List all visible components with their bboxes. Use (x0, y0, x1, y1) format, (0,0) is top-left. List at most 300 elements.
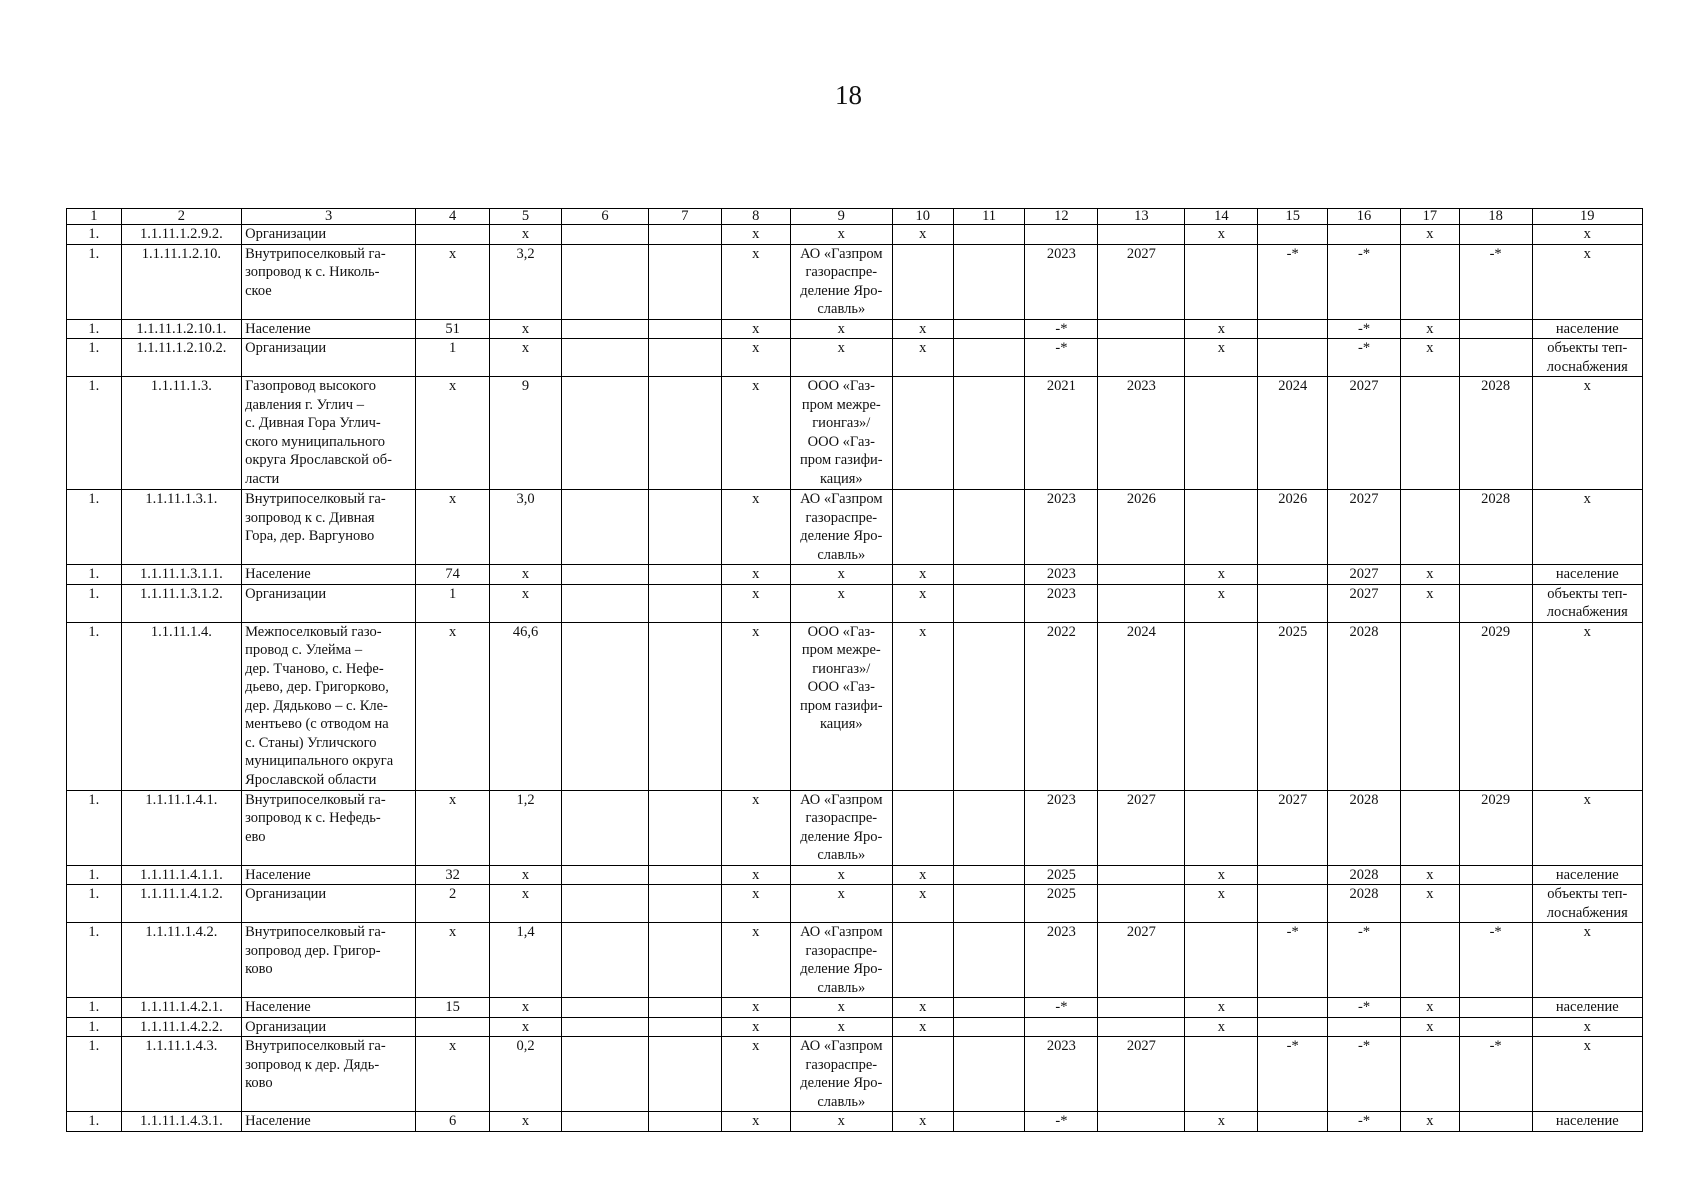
table-cell (1258, 584, 1328, 622)
table-cell: 2025 (1025, 865, 1098, 885)
table-cell (648, 319, 721, 339)
header-cell: 18 (1459, 209, 1532, 225)
table-cell (648, 790, 721, 865)
table-cell: 2023 (1025, 1037, 1098, 1112)
table-cell (1328, 1017, 1401, 1037)
table-cell: х (790, 998, 892, 1018)
table-cell (1258, 998, 1328, 1018)
table-row (67, 885, 1643, 923)
table-row (67, 377, 1643, 490)
table-cell: х (892, 1017, 953, 1037)
table-cell: х (790, 565, 892, 585)
table-cell: х (892, 225, 953, 245)
table-cell: х (490, 584, 562, 622)
table-cell (561, 225, 648, 245)
table-cell: х (721, 1017, 790, 1037)
table-cell (953, 1017, 1025, 1037)
table-cell: Внутрипоселковый га- зопровод к дер. Дядь- ково (242, 1037, 416, 1112)
table-cell (1098, 865, 1185, 885)
table-cell (1098, 565, 1185, 585)
table-cell (892, 1037, 953, 1112)
table-cell: -* (1328, 923, 1401, 998)
table-cell: х (1532, 622, 1642, 790)
table-cell: 1. (67, 1017, 122, 1037)
header-cell: 14 (1185, 209, 1258, 225)
table-cell (1185, 244, 1258, 319)
table-row (67, 1017, 1643, 1037)
table-cell: 2028 (1459, 377, 1532, 490)
table-cell (561, 998, 648, 1018)
table-cell (648, 584, 721, 622)
table-cell (648, 998, 721, 1018)
table-cell (561, 1112, 648, 1132)
table-cell: 32 (416, 865, 490, 885)
table-cell: х (416, 244, 490, 319)
table-row (67, 790, 1643, 865)
table-cell: х (1185, 584, 1258, 622)
table-cell (416, 1017, 490, 1037)
table-row (67, 1112, 1643, 1132)
table-cell: 3,0 (490, 490, 562, 565)
table-row (67, 622, 1643, 790)
header-cell: 13 (1098, 209, 1185, 225)
table-cell: 1. (67, 377, 122, 490)
table-cell (1185, 490, 1258, 565)
table-cell (561, 565, 648, 585)
table-cell: х (1532, 923, 1642, 998)
table-cell (953, 885, 1025, 923)
table-cell: 1.1.11.1.3.1. (121, 490, 241, 565)
table-cell: Внутрипоселковый га- зопровод к с. Николь- ское (242, 244, 416, 319)
table-cell: х (721, 790, 790, 865)
table-cell (953, 339, 1025, 377)
table-cell: объекты теп- лоснабжения (1532, 885, 1642, 923)
table-row (67, 244, 1643, 319)
table-row (67, 998, 1643, 1018)
table-cell (1258, 339, 1328, 377)
table-cell: х (892, 622, 953, 790)
table-cell: х (416, 790, 490, 865)
table-cell (1459, 998, 1532, 1018)
table-cell (1098, 1112, 1185, 1132)
table-cell (561, 319, 648, 339)
table-cell: х (490, 225, 562, 245)
table-cell: 2028 (1328, 622, 1401, 790)
table-cell: Население (242, 1112, 416, 1132)
table-cell (953, 1112, 1025, 1132)
table-cell (561, 622, 648, 790)
table-cell (648, 1017, 721, 1037)
table-cell (892, 490, 953, 565)
table-cell: 74 (416, 565, 490, 585)
table-cell (561, 1037, 648, 1112)
table-cell (953, 584, 1025, 622)
table-cell: 2022 (1025, 622, 1098, 790)
table-cell: население (1532, 865, 1642, 885)
table-cell: 2024 (1098, 622, 1185, 790)
table-cell: 2027 (1258, 790, 1328, 865)
table-cell (416, 225, 490, 245)
table-cell (1258, 1017, 1328, 1037)
table-cell: х (721, 1112, 790, 1132)
table-cell: объекты теп- лоснабжения (1532, 339, 1642, 377)
table-cell: х (790, 584, 892, 622)
table-cell: х (790, 1112, 892, 1132)
table-cell: 15 (416, 998, 490, 1018)
table-cell (1459, 1112, 1532, 1132)
table-cell: х (1400, 998, 1459, 1018)
table-cell: 2025 (1258, 622, 1328, 790)
table-cell: х (416, 377, 490, 490)
table-cell: 2027 (1328, 584, 1401, 622)
table-cell: -* (1328, 339, 1401, 377)
table-cell: х (1400, 339, 1459, 377)
table-cell: Организации (242, 339, 416, 377)
table-cell (1459, 225, 1532, 245)
table-cell: 2028 (1459, 490, 1532, 565)
table-cell: население (1532, 319, 1642, 339)
table-cell: -* (1025, 319, 1098, 339)
table-cell (1459, 1017, 1532, 1037)
table-cell (1025, 225, 1098, 245)
table-cell: 2023 (1025, 565, 1098, 585)
table-cell: -* (1258, 1037, 1328, 1112)
header-cell: 17 (1400, 209, 1459, 225)
table-cell: х (416, 622, 490, 790)
table-cell: 1.1.11.1.4.3. (121, 1037, 241, 1112)
table-cell (648, 244, 721, 319)
table-cell (648, 225, 721, 245)
table-cell (1258, 565, 1328, 585)
table-cell: х (416, 923, 490, 998)
header-cell: 6 (561, 209, 648, 225)
table-cell: АО «Газпром газораспре- деление Яро- славль» (790, 923, 892, 998)
table-cell: х (1400, 1017, 1459, 1037)
table-cell (561, 885, 648, 923)
table-cell: х (721, 865, 790, 885)
table-cell: 2028 (1328, 885, 1401, 923)
table-cell: население (1532, 998, 1642, 1018)
table-cell: 2023 (1025, 490, 1098, 565)
table-cell (1098, 339, 1185, 377)
table-cell (1400, 244, 1459, 319)
header-cell: 3 (242, 209, 416, 225)
table-cell: -* (1258, 923, 1328, 998)
table-cell: х (1185, 319, 1258, 339)
table-cell: Межпоселковый газо- провод с. Улейма – дер. Тчаново, с. Нефе- дьево, дер. Григорково, дер. Дядьково – с. Кле- ментьево (с отводом на с. Станы) Угличского муниципального округа Ярославской области (242, 622, 416, 790)
table-row (67, 319, 1643, 339)
table-cell: 2028 (1328, 865, 1401, 885)
table-cell (1258, 865, 1328, 885)
table-row (67, 865, 1643, 885)
table-cell: 0,2 (490, 1037, 562, 1112)
table-cell: 2027 (1328, 565, 1401, 585)
table-cell: -* (1328, 244, 1401, 319)
table-cell: 1 (416, 339, 490, 377)
table-cell: 2023 (1025, 244, 1098, 319)
table-cell (1025, 1017, 1098, 1037)
table-cell: Организации (242, 225, 416, 245)
table-cell: х (721, 225, 790, 245)
table-cell (648, 565, 721, 585)
table-cell: 1. (67, 885, 122, 923)
header-cell: 11 (953, 209, 1025, 225)
table-cell: х (1400, 225, 1459, 245)
table-cell: 2027 (1328, 490, 1401, 565)
table-cell: х (490, 998, 562, 1018)
table-cell: 1. (67, 998, 122, 1018)
header-cell: 5 (490, 209, 562, 225)
table-cell: 2027 (1098, 790, 1185, 865)
table-cell: -* (1328, 1112, 1401, 1132)
table-cell: Внутрипоселковый га- зопровод к с. Дивная Гора, дер. Варгуново (242, 490, 416, 565)
table-cell: Организации (242, 885, 416, 923)
table-cell: 9 (490, 377, 562, 490)
table-cell (1185, 377, 1258, 490)
table-cell: х (892, 998, 953, 1018)
table-cell (648, 1112, 721, 1132)
table-cell: х (416, 1037, 490, 1112)
table-cell: 1.1.11.1.2.10. (121, 244, 241, 319)
table-cell: х (892, 339, 953, 377)
table-cell: 1. (67, 565, 122, 585)
table-cell (953, 1037, 1025, 1112)
table-cell: 1. (67, 319, 122, 339)
table-cell: 1.1.11.1.4. (121, 622, 241, 790)
table-cell: 1. (67, 923, 122, 998)
table-cell: 1. (67, 622, 122, 790)
table-cell: 2027 (1098, 923, 1185, 998)
table-cell (561, 584, 648, 622)
table-row (67, 923, 1643, 998)
table-cell: 2025 (1025, 885, 1098, 923)
table-cell: 2 (416, 885, 490, 923)
table-cell: х (1400, 1112, 1459, 1132)
table-cell: 1.1.11.1.4.2.2. (121, 1017, 241, 1037)
header-cell: 1 (67, 209, 122, 225)
table-cell: 1. (67, 1037, 122, 1112)
table-cell (1098, 1017, 1185, 1037)
table-cell: х (721, 584, 790, 622)
header-cell: 19 (1532, 209, 1642, 225)
table-cell (1258, 885, 1328, 923)
table-cell: х (490, 1112, 562, 1132)
table-cell: 1. (67, 339, 122, 377)
table-cell (561, 490, 648, 565)
table-cell (953, 565, 1025, 585)
table-cell: Внутрипоселковый га- зопровод к с. Нефедь- ево (242, 790, 416, 865)
table-cell: х (892, 584, 953, 622)
table-cell (953, 377, 1025, 490)
table-cell (953, 622, 1025, 790)
table-cell (1400, 377, 1459, 490)
table-cell: х (721, 998, 790, 1018)
table-cell: х (1400, 885, 1459, 923)
table-cell (1459, 584, 1532, 622)
table-row (67, 565, 1643, 585)
table-cell: 2023 (1025, 584, 1098, 622)
table-cell: Население (242, 565, 416, 585)
header-cell: 10 (892, 209, 953, 225)
table-cell (1400, 923, 1459, 998)
table-cell (953, 319, 1025, 339)
table-cell: 2027 (1098, 244, 1185, 319)
table-cell: х (1400, 319, 1459, 339)
table-cell: 1.1.11.1.4.2.1. (121, 998, 241, 1018)
table-cell: -* (1459, 1037, 1532, 1112)
table-cell: х (1532, 225, 1642, 245)
table-cell: 2027 (1098, 1037, 1185, 1112)
page-number: 18 (835, 80, 862, 110)
table-cell: х (1532, 790, 1642, 865)
table-cell (1098, 319, 1185, 339)
table-cell: 1.1.11.1.3.1.1. (121, 565, 241, 585)
table-cell: 1. (67, 1112, 122, 1132)
table-cell: х (1532, 490, 1642, 565)
table-row (67, 584, 1643, 622)
table-cell (561, 377, 648, 490)
table-cell: х (790, 1017, 892, 1037)
table-cell: -* (1025, 339, 1098, 377)
table-cell: -* (1459, 244, 1532, 319)
table-cell: х (1185, 885, 1258, 923)
table-row (67, 225, 1643, 245)
table-cell: 1. (67, 865, 122, 885)
table-cell (561, 1017, 648, 1037)
table-cell (561, 339, 648, 377)
table-cell: х (721, 319, 790, 339)
table-row (67, 1037, 1643, 1112)
table-cell (1400, 1037, 1459, 1112)
header-cell: 15 (1258, 209, 1328, 225)
table-cell (1328, 225, 1401, 245)
table-cell: х (490, 319, 562, 339)
table-cell: х (1532, 1017, 1642, 1037)
table-cell (953, 865, 1025, 885)
table-cell: х (490, 885, 562, 923)
table-cell (648, 377, 721, 490)
table-cell: 1.1.11.1.4.3.1. (121, 1112, 241, 1132)
table-cell: 2026 (1258, 490, 1328, 565)
table-cell (1258, 319, 1328, 339)
table-cell: 1.1.11.1.2.10.1. (121, 319, 241, 339)
table-cell: 2023 (1025, 923, 1098, 998)
table-cell: -* (1328, 319, 1401, 339)
table-cell: х (1185, 1017, 1258, 1037)
table-cell (1098, 885, 1185, 923)
table-cell (953, 923, 1025, 998)
table-cell: 1,4 (490, 923, 562, 998)
table-cell (1098, 998, 1185, 1018)
table-cell: х (721, 490, 790, 565)
header-cell: 2 (121, 209, 241, 225)
table-cell: х (721, 885, 790, 923)
table-cell: 2029 (1459, 622, 1532, 790)
table-cell: -* (1025, 998, 1098, 1018)
table-cell: х (1185, 565, 1258, 585)
header-cell: 9 (790, 209, 892, 225)
table-cell (561, 790, 648, 865)
table-cell (561, 244, 648, 319)
table-cell (1185, 622, 1258, 790)
table-cell (648, 1037, 721, 1112)
table-cell: х (892, 1112, 953, 1132)
table-cell (953, 998, 1025, 1018)
table-cell: ООО «Газ- пром межре- гионгаз»/ ООО «Газ- пром газифи- кация» (790, 377, 892, 490)
table-cell: х (1400, 865, 1459, 885)
table-cell: Организации (242, 584, 416, 622)
table-cell: х (1185, 339, 1258, 377)
table-cell: 1.1.11.1.4.2. (121, 923, 241, 998)
table-cell (1400, 622, 1459, 790)
table-cell: х (1185, 865, 1258, 885)
table-cell: х (1185, 1112, 1258, 1132)
table-cell (1459, 865, 1532, 885)
table-cell: объекты теп- лоснабжения (1532, 584, 1642, 622)
table-cell (648, 622, 721, 790)
table-cell: 1. (67, 790, 122, 865)
table-cell (892, 244, 953, 319)
table-cell: 1. (67, 490, 122, 565)
table-cell: 3,2 (490, 244, 562, 319)
table-cell (648, 339, 721, 377)
table-cell: 1.1.11.1.3. (121, 377, 241, 490)
table-cell (1258, 1112, 1328, 1132)
table-cell (1098, 225, 1185, 245)
table-cell (892, 377, 953, 490)
table-cell (648, 490, 721, 565)
table-cell (648, 885, 721, 923)
table-cell: х (892, 319, 953, 339)
table-cell (953, 490, 1025, 565)
table-cell (1400, 490, 1459, 565)
table-cell: АО «Газпром газораспре- деление Яро- славль» (790, 1037, 892, 1112)
table-cell (1185, 923, 1258, 998)
table-cell: х (721, 1037, 790, 1112)
table-cell (1400, 790, 1459, 865)
table-cell (1098, 584, 1185, 622)
table-cell (953, 225, 1025, 245)
table-cell: х (721, 244, 790, 319)
table-cell: х (1400, 565, 1459, 585)
table-row (67, 339, 1643, 377)
table-cell: 1,2 (490, 790, 562, 865)
table-cell: АО «Газпром газораспре- деление Яро- славль» (790, 490, 892, 565)
table-cell: -* (1328, 998, 1401, 1018)
table-cell: х (490, 1017, 562, 1037)
table-cell: х (1185, 998, 1258, 1018)
table-cell: 2027 (1328, 377, 1401, 490)
header-cell: 12 (1025, 209, 1098, 225)
table-cell: 1.1.11.1.2.9.2. (121, 225, 241, 245)
table-cell: х (790, 225, 892, 245)
table-cell (1185, 1037, 1258, 1112)
table-cell: Население (242, 998, 416, 1018)
table-cell: 1. (67, 225, 122, 245)
table-cell: население (1532, 1112, 1642, 1132)
table-cell: х (1532, 244, 1642, 319)
table-cell: АО «Газпром газораспре- деление Яро- славль» (790, 790, 892, 865)
table-cell: Население (242, 865, 416, 885)
table-cell: -* (1025, 1112, 1098, 1132)
table-cell: х (490, 865, 562, 885)
table-cell (953, 244, 1025, 319)
table-cell: х (1400, 584, 1459, 622)
table-cell: Газопровод высокого давления г. Углич – с. Дивная Гора Углич- ского муниципального округа Ярославской об- ласти (242, 377, 416, 490)
table-cell: 2026 (1098, 490, 1185, 565)
table-cell (1459, 565, 1532, 585)
table-cell: х (790, 885, 892, 923)
